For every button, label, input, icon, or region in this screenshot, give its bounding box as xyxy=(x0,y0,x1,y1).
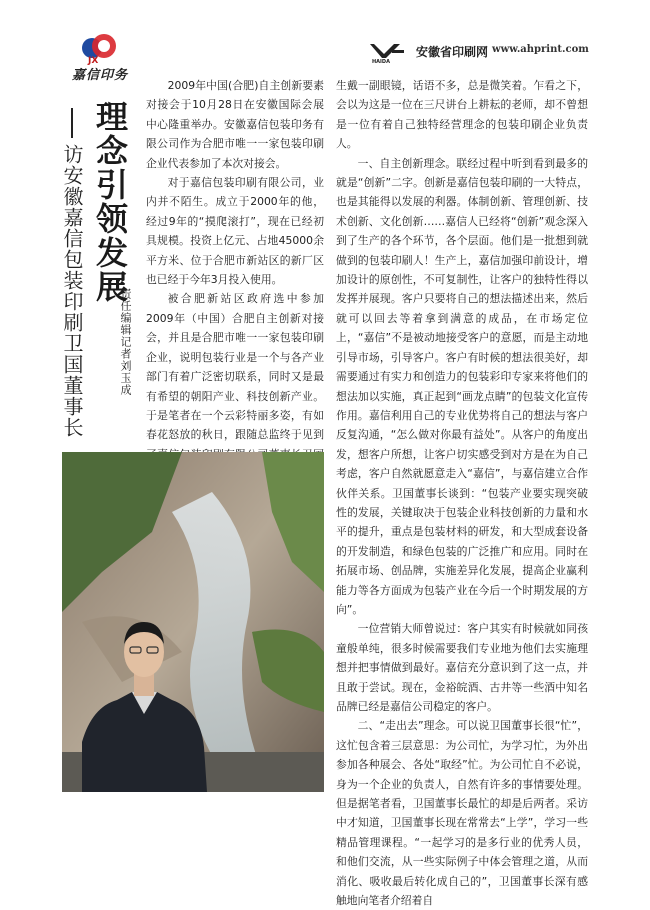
paragraph: 对于嘉信包装印刷有限公司，业内并不陌生。成立于2000年的他，经过9年的“摸爬滚打”，现在已经初具规模。投资上亿元、占地45000余平方米、位于合肥市新站区的新厂区也已经于今年3月投入使用。 xyxy=(146,176,324,287)
logo-mark-icon xyxy=(62,30,142,66)
logo-brand-text: 嘉信印务 xyxy=(72,68,129,83)
article-column-2 xyxy=(336,76,588,910)
paragraph: 生戴一副眼镜，话语不多，总是微笑着。乍看之下，会以为这是一位在三尺讲台上耕耘的老师，却不曾想是一位有着自己独特经营理念的包装印刷企业负责人。 xyxy=(336,79,588,151)
paragraph: 一、自主创新理念。联经过程中听到看到最多的就是“创新”二字。创新是嘉信包装印刷的一大特点，也是其能得以发展的利器。体制创新、管理创新、技术创新、文化创新……嘉信人已经将“创新”观念深入到了生产的各个环节，各个层面。他们是一批想到就做到的包装印刷人！生产上，嘉信加强印前设计，增加设计的原创性，不可复制性，让客户的独特性得以发挥并展现。客户只要将自己的想法描述出来，然后就可以回去等着拿到满意的成品，在市场定位上，“嘉信”不是被动地接受客户的意愿，而是主动地引导市场，引导客户。客户有时候的想法很美好，却需要通过有实力和创造力的包装彩印专家来将他们的想法加以实施，真正起到“画龙点睛”的包装文化宣传作用。嘉信利用自己的专业优势将自己的想法与客户反复沟通，“怎么做对你最有益处”。从客户的角度出发，想客户所想，让客户切实感受到对方是在为自己考虑，客户自然就愿意走入“嘉信”，与嘉信建立合作伙伴关系。卫国董事长谈到：“包装产业要实现突破性的发展，关键取决于包装企业科技创新的力量和水平的提升，重点是包装材料的研发，和大型成套设备的开发制造，和绿色包装的广泛推广和应用。同时在拓展市场、创品牌，实施差异化发展，提高企业赢利能力等各方面成为包装产业在今后一个时期发展的方向”。 xyxy=(336,156,588,616)
magazine-name: 安徽省印刷网 xyxy=(416,45,489,59)
haida-logo-icon xyxy=(370,40,410,64)
article-title: 理念引领发展 xyxy=(91,100,129,304)
haida-label: HAIDA xyxy=(372,59,390,64)
chairman-photo xyxy=(62,452,324,792)
paragraph: 2009年中国(合肥)自主创新要素对接会于10月28日在安徽国际会展中心隆重举办。安徽嘉信包装印务有限公司作为合肥市唯一一家包装印刷企业代表参加了本次对接会。 xyxy=(146,79,324,170)
photo-illustration xyxy=(62,452,324,792)
article-column-1 xyxy=(146,76,324,503)
paragraph: 被合肥新站区政府选中参加2009年（中国）合肥自主创新对接会，并且是合肥市唯一一家包装印刷企业，说明包装行业是一个与各产业部门有着广泛密切联系，同时又是最有希望的朝阳产业、科技创新产业。于是笔者在一个云彩特丽多姿，有如春花怒放的秋日，跟随总监终于见到 xyxy=(146,292,324,442)
article-subtitle-wrap xyxy=(60,108,84,438)
article-subtitle: 访安徽嘉信包装印刷卫国董事长 xyxy=(60,144,84,438)
magazine-url[interactable]: www.ahprint.com xyxy=(492,44,589,55)
paragraph: 二、“走出去”理念。可以说卫国董事长很“忙”，这忙包含着三层意思：为公司忙，为学习忙，为外出参加各种展会、各处“取经”忙。为公司忙自不必说，身为一个企业的负责人，自然有许多的事情要处理。但是据笔者看，卫国董事长最忙的却是后两者。采访中才知道，卫国董事长现在常常去“上学”，学习一些精品管理课程。“一起学习的是多行业的优秀人员，和他们交流，从一些实际例子中体会管理之道，从而消化、吸收最后转化成自己的”，卫国董事长深有感触地向笔者介绍着自 xyxy=(336,719,588,908)
company-logo xyxy=(62,30,142,82)
subtitle-dash xyxy=(71,108,73,138)
logo-mark-text: JX xyxy=(88,56,99,66)
article-author: 责任编辑记者刘玉成 xyxy=(119,288,132,396)
paragraph: 一位营销大师曾说过：客户其实有时候就如同孩童般单纯，很多时候需要我们专业地为他们去实施理想并把事情做到最好。嘉信充分意识到了这一点，并且敢于尝试。现在，金裕皖酒、古井等一些酒中知名品牌已经是嘉信公司稳定的客户。 xyxy=(336,622,588,713)
magazine-header xyxy=(370,40,590,64)
